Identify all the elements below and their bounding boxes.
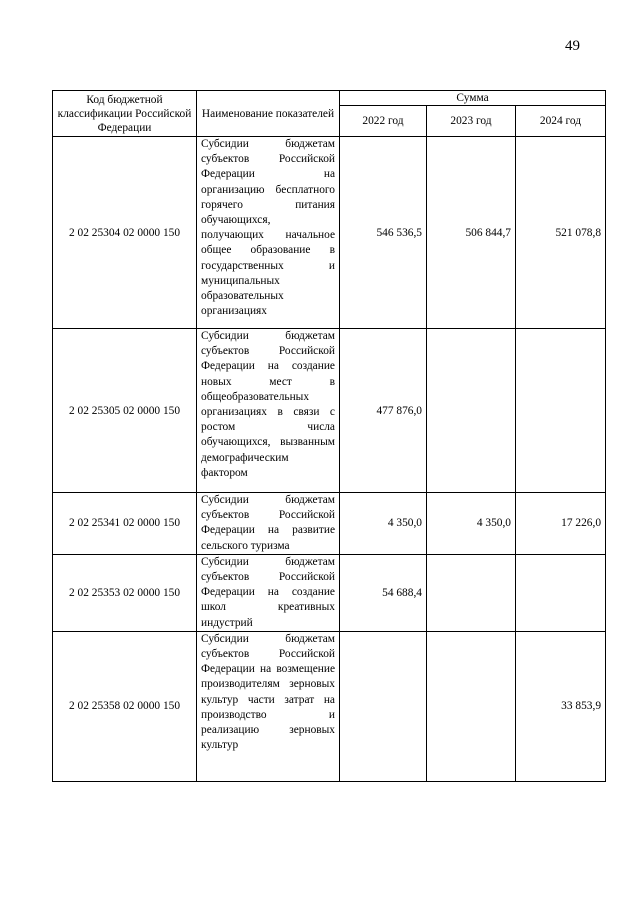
row-name: Субсидии бюджетам субъектов Российской Федерации на создание новых мест в общеобразовательных организациях в связи с ростом числа обучающихся, вызванным демографическим фактором	[197, 329, 340, 493]
row-value-2023	[427, 329, 516, 493]
row-code: 2 02 25353 02 0000 150	[53, 554, 197, 631]
row-value-2023	[427, 554, 516, 631]
row-value-2024: 521 078,8	[516, 137, 606, 329]
row-value-2024: 33 853,9	[516, 631, 606, 781]
row-code: 2 02 25305 02 0000 150	[53, 329, 197, 493]
row-value-2022	[340, 631, 427, 781]
row-value-2022: 4 350,0	[340, 493, 427, 555]
row-value-2023: 506 844,7	[427, 137, 516, 329]
table-row	[53, 631, 606, 781]
row-value-2024: 17 226,0	[516, 493, 606, 555]
header-year-2024: 2024 год	[516, 106, 606, 137]
row-value-2022: 477 876,0	[340, 329, 427, 493]
row-value-2024	[516, 554, 606, 631]
header-sum: Сумма	[340, 91, 606, 106]
row-value-2024	[516, 329, 606, 493]
header-year-2022: 2022 год	[340, 106, 427, 137]
header-code: Код бюджетной классификации Российской Федерации	[53, 91, 197, 137]
row-code: 2 02 25341 02 0000 150	[53, 493, 197, 555]
row-value-2023: 4 350,0	[427, 493, 516, 555]
row-value-2023	[427, 631, 516, 781]
header-name: Наименование показателей	[197, 91, 340, 137]
table-row	[53, 554, 606, 631]
table-header	[53, 91, 606, 137]
row-name: Субсидии бюджетам субъектов Российской Федерации на организацию бесплатного горячего питания обучающихся, получающих начальное общее образование в государственных и муниципальных образовательных организациях	[197, 137, 340, 329]
row-name: Субсидии бюджетам субъектов Российской Федерации на создание школ креативных индустрий	[197, 554, 340, 631]
row-name: Субсидии бюджетам субъектов Российской Федерации на развитие сельского туризма	[197, 493, 340, 555]
row-code: 2 02 25358 02 0000 150	[53, 631, 197, 781]
table-row	[53, 493, 606, 555]
budget-table	[52, 90, 606, 782]
header-year-2023: 2023 год	[427, 106, 516, 137]
row-name: Субсидии бюджетам субъектов Российской Федерации на возмещение производителям зерновых культур части затрат на производство и реализацию зерновых культур	[197, 631, 340, 781]
page-number: 49	[565, 38, 580, 54]
table-row	[53, 137, 606, 329]
row-code: 2 02 25304 02 0000 150	[53, 137, 197, 329]
table-row	[53, 329, 606, 493]
row-value-2022: 54 688,4	[340, 554, 427, 631]
row-value-2022: 546 536,5	[340, 137, 427, 329]
